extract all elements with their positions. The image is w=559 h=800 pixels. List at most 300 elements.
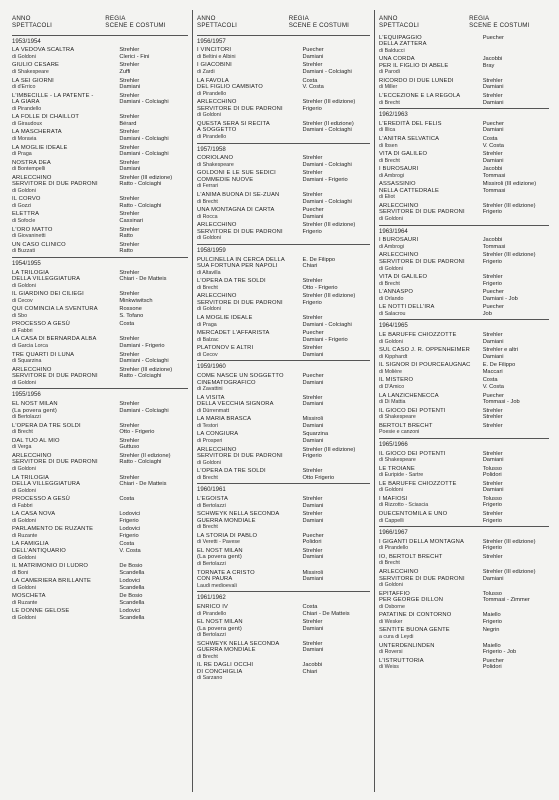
director-name: Puecher <box>482 304 504 311</box>
production-info <box>12 47 119 60</box>
season-year: 1961/1962 <box>197 594 226 602</box>
director-name: Jacobbi <box>482 56 503 63</box>
director-name: Strehler (III edizione) <box>302 222 356 229</box>
season-heading <box>197 483 370 494</box>
production-title: IL RE DAGLI OCCHI <box>197 662 254 669</box>
production-credits <box>119 175 188 195</box>
header-regia: REGIA <box>105 15 126 22</box>
production-title: PROCESSO A GESÙ <box>12 496 70 503</box>
designer-name: Frigerio <box>302 453 322 460</box>
production-title: PULCINELLA IN CERCA DELLA <box>197 256 285 263</box>
director-name: Tolusso <box>482 465 502 472</box>
director-name: Strehler <box>119 114 140 121</box>
production-entry <box>379 393 549 406</box>
production-info <box>379 658 483 671</box>
production-credits <box>303 641 370 661</box>
production-title: DAL TUO AL MIO <box>12 437 60 444</box>
production-info <box>379 569 483 589</box>
production-title: SCHWEYK NELLA SECONDA <box>197 640 280 647</box>
production-title: LA TRILOGIA <box>12 269 49 276</box>
production-title: I BUROSAURI <box>379 237 419 244</box>
designer-name: Damiani <box>482 338 504 345</box>
designer-name: Ratto <box>119 233 133 240</box>
production-title: COME NASCE UN SOGGETTO <box>197 373 284 380</box>
production-entry <box>197 293 370 313</box>
designer-name: Chiari - De Matteis <box>302 610 350 617</box>
production-entry <box>197 619 370 639</box>
production-entry <box>379 539 549 552</box>
production-title: ARLECCHINO <box>379 569 419 576</box>
production-info <box>197 395 303 415</box>
production-author: di Bontempelli <box>12 166 46 173</box>
production-author: di Pirandello <box>197 90 227 97</box>
production-title: SUL CASO J. R. OPPENHEIMER <box>379 347 470 354</box>
designer-name: Scandella <box>119 599 145 606</box>
production-entry <box>197 496 370 509</box>
production-title: GIULIO CESARE <box>12 62 60 69</box>
production-credits <box>303 192 370 205</box>
production-entry <box>197 373 370 393</box>
production-title: DELL'ANTIQUARIO <box>12 547 66 554</box>
director-name: Maiello <box>482 642 501 649</box>
production-info <box>379 612 483 625</box>
production-entry <box>379 569 549 589</box>
director-name: Puecher <box>482 657 504 664</box>
production-title: DUECENTOMILA E UNO <box>379 510 448 517</box>
production-title: IL MISTERO <box>379 377 414 384</box>
production-title: I BUROSAURI <box>379 166 419 173</box>
designer-name: Damiani - Colciaghi <box>302 161 352 168</box>
director-name: E. De Filippo <box>302 256 336 263</box>
production-entry <box>379 554 549 567</box>
production-info <box>12 242 119 255</box>
designer-name: Frigerio <box>482 209 502 216</box>
designer-name: Ratto - Colciaghi <box>119 181 162 188</box>
header-anno: ANNO <box>379 15 398 22</box>
production-entry <box>12 367 188 387</box>
production-info <box>12 211 119 224</box>
season-year: 1953/1954 <box>12 37 41 45</box>
production-credits <box>483 451 549 464</box>
production-info <box>197 641 303 661</box>
season-heading <box>12 35 188 46</box>
production-info <box>379 151 483 164</box>
director-name: Strehler <box>482 450 503 457</box>
production-author: di Sbo <box>12 312 28 319</box>
designer-name: Otto Frigerio <box>302 474 335 481</box>
production-info <box>12 291 119 304</box>
designer-name: Polidori <box>302 539 322 546</box>
production-entry <box>12 321 188 334</box>
designer-name: Frigerio <box>119 517 139 524</box>
production-author: di Sarzano <box>197 675 223 682</box>
production-credits <box>119 526 188 539</box>
designer-name: Frigerio <box>482 258 502 265</box>
director-name: Strehler (II edizione) <box>119 452 171 459</box>
director-name: Costa <box>119 496 135 503</box>
production-title: LE BARUFFE CHIOZZOTTE <box>379 332 457 339</box>
production-author: di Zardi <box>197 69 215 76</box>
production-info <box>197 533 303 546</box>
director-name: Strehler <box>119 92 140 99</box>
production-info <box>12 306 119 319</box>
production-info <box>197 192 303 205</box>
designer-name: Damiani <box>482 84 504 91</box>
production-title: DELLA VILLEGGIATURA <box>12 481 81 488</box>
production-title: ARLECCHINO <box>379 202 419 209</box>
director-name: Strehler <box>302 547 323 554</box>
production-credits <box>483 203 549 223</box>
production-credits <box>483 496 549 509</box>
designer-name: Frigerio <box>482 618 502 625</box>
production-info <box>379 481 483 494</box>
designer-name: Tommasi - Job <box>482 399 520 406</box>
designer-name: Damiani <box>482 487 504 494</box>
production-author: di Brecht <box>379 280 400 287</box>
director-name: Strehler <box>482 274 503 281</box>
designer-name: Damiani <box>302 379 324 386</box>
production-title: SERVITORE DI DUE PADRONI <box>12 181 98 188</box>
production-author: di Di Mattia <box>379 399 406 406</box>
designer-name: Damiani - Colciaghi <box>302 127 352 134</box>
production-entry <box>197 662 370 682</box>
director-name: Strehler e altri <box>482 347 519 354</box>
production-title: ARLECCHINO <box>12 174 52 181</box>
production-entry <box>12 306 188 319</box>
production-title: I VINCITORI <box>197 47 232 54</box>
production-info <box>12 496 119 509</box>
column-header <box>197 10 370 33</box>
production-title: ASSASSINIO <box>379 181 416 188</box>
production-info <box>379 56 483 76</box>
production-title: EL NOST MILAN <box>197 619 243 626</box>
production-title: TORNATE A CRISTO <box>197 569 255 576</box>
production-author: di Rizzotto - Sciascia <box>379 502 429 509</box>
production-credits <box>303 155 370 168</box>
production-author: di Moravia <box>12 135 37 142</box>
production-author: di Ferrari <box>197 183 219 190</box>
production-entry <box>12 78 188 91</box>
production-info <box>12 401 119 421</box>
production-credits <box>119 593 188 606</box>
designer-name: Scandella <box>119 614 145 621</box>
director-name: Strehler <box>302 468 323 475</box>
production-credits <box>483 35 549 55</box>
director-name: Strehler <box>119 211 140 218</box>
production-entry <box>197 47 370 60</box>
production-info <box>197 496 303 509</box>
production-info <box>197 548 303 568</box>
production-title: I MAFIOSI <box>379 495 408 502</box>
production-info <box>379 643 483 656</box>
production-credits <box>483 362 549 375</box>
production-title: GUERRA MONDIALE <box>197 647 256 654</box>
director-name: Puecher <box>482 120 504 127</box>
production-title: ARLECCHINO <box>379 252 419 259</box>
production-author: di Goldoni <box>379 582 403 589</box>
production-credits <box>303 416 370 429</box>
director-name: Strehler <box>302 62 323 69</box>
production-info <box>12 511 119 524</box>
production-info <box>12 563 119 576</box>
production-author: di Giraudoux <box>12 120 43 127</box>
production-title: LA MOGLIE IDEALE <box>197 315 253 322</box>
production-entry <box>379 362 549 375</box>
production-entry <box>12 336 188 349</box>
designer-name: V. Costa <box>119 547 141 554</box>
production-entry <box>379 289 549 302</box>
header-left <box>379 15 469 30</box>
production-entry <box>197 257 370 277</box>
production-info <box>197 373 303 393</box>
designer-name: Damiani - Colciaghi <box>119 358 169 365</box>
season-heading <box>379 108 549 119</box>
designer-name: Damiani <box>119 166 141 173</box>
director-name: Strehler <box>119 291 140 298</box>
designer-name: Tommasi <box>482 172 506 179</box>
production-author: di Goldoni <box>12 53 36 60</box>
production-credits <box>303 468 370 481</box>
director-name: Puecher <box>302 532 324 539</box>
production-author: di Brecht <box>197 198 218 205</box>
production-author: di Pirandello <box>379 545 409 552</box>
production-title: RICORDO DI DUE LUNEDI <box>379 77 454 84</box>
production-title: SUA FORTUNA PER NAPOLI <box>197 263 278 270</box>
designer-name: Otto - Frigerio <box>119 429 155 436</box>
designer-name: Ratto - Colciaghi <box>119 202 162 209</box>
production-credits <box>119 306 188 319</box>
production-credits <box>483 237 549 250</box>
season-year: 1957/1958 <box>197 145 226 153</box>
production-author: di Goldoni <box>12 465 36 472</box>
director-name: Strehler <box>119 422 140 429</box>
header-anno: ANNO <box>12 15 31 22</box>
production-entry <box>379 136 549 149</box>
director-name: E. De Filippo <box>482 362 516 369</box>
designer-name: Damiani <box>302 422 324 429</box>
director-name: Strehler <box>302 619 323 626</box>
designer-name: Damiani <box>302 625 324 632</box>
designer-name: V. Costa <box>482 383 504 390</box>
production-entry <box>12 453 188 473</box>
designer-name: Damiani <box>302 401 324 408</box>
production-title: TRE QUARTI DI LUNA <box>12 351 75 358</box>
production-title: CINEMATOGRAFICO <box>197 379 256 386</box>
designer-name: V. Costa <box>482 142 504 149</box>
production-entry <box>197 315 370 328</box>
production-entry <box>379 423 549 436</box>
production-entry <box>379 466 549 479</box>
production-author: di Praga <box>197 321 217 328</box>
production-info <box>197 155 303 168</box>
production-author: di Veretti - Pavese <box>197 539 240 546</box>
production-author: di Zavattini <box>197 386 223 393</box>
production-credits <box>483 93 549 106</box>
production-credits <box>119 541 188 561</box>
production-entry <box>197 641 370 661</box>
director-name: Strehler <box>482 151 503 158</box>
production-info <box>197 170 303 190</box>
production-info <box>197 207 303 220</box>
production-title: GUERRA MONDIALE <box>197 517 256 524</box>
header-scene: SCENE E COSTUMI <box>105 22 166 30</box>
designer-name: Frigerio <box>482 545 502 552</box>
director-name: Strehler <box>302 496 323 503</box>
designer-name: V. Costa <box>302 84 324 91</box>
designer-name: S. Tofano <box>119 312 144 319</box>
production-title: A SOGGETTO <box>197 127 237 134</box>
production-info <box>197 570 303 590</box>
director-name: Strehler <box>302 170 323 177</box>
production-entry <box>197 207 370 220</box>
production-entry <box>379 496 549 509</box>
production-credits <box>483 466 549 479</box>
production-info <box>12 453 119 473</box>
director-name: Lodovici <box>119 511 141 518</box>
production-credits <box>303 548 370 568</box>
production-title: ELETTRA <box>12 211 40 218</box>
production-info <box>12 423 119 436</box>
production-entry <box>197 121 370 141</box>
production-entry <box>379 78 549 91</box>
designer-name: Damiani - Frigerio <box>302 336 348 343</box>
production-title: IL GIARDINO DEI CILIEGI <box>12 291 84 298</box>
production-info <box>379 362 483 375</box>
director-name: Strehler <box>119 77 140 84</box>
production-entry <box>197 395 370 415</box>
director-name: Strehler <box>302 345 323 352</box>
production-entry <box>12 352 188 365</box>
production-credits <box>119 145 188 158</box>
production-author: di Pirandello <box>197 133 227 140</box>
production-entry <box>379 377 549 390</box>
designer-name: Strehler <box>482 414 503 421</box>
director-name: Puecher <box>482 289 504 296</box>
director-name: Lodovici <box>119 578 141 585</box>
production-entry <box>379 203 549 223</box>
production-title: VITA DI GALILEO <box>379 151 428 158</box>
production-title: GOLDONI E LE SUE SEDICI <box>197 170 276 177</box>
production-credits <box>119 160 188 173</box>
production-title: L'ISTRUTTORIA <box>379 657 424 664</box>
production-author: di Beltini e Albini <box>197 53 236 60</box>
season-year: 1962/1963 <box>379 111 408 119</box>
production-credits <box>303 62 370 75</box>
production-title: IO, BERTOLT BRECHT <box>379 553 443 560</box>
director-name: Strehler <box>119 401 140 408</box>
production-author: di Buzzati <box>12 248 35 255</box>
production-author: di Miller <box>379 84 398 91</box>
production-credits <box>483 252 549 272</box>
production-credits <box>483 377 549 390</box>
production-info <box>379 304 483 317</box>
production-author: di Goldoni <box>379 265 403 272</box>
director-name: Strehler <box>482 480 503 487</box>
designer-name: Frigerio <box>482 517 502 524</box>
production-author: di Shakespeare <box>197 161 234 168</box>
director-name: Strehler <box>119 437 140 444</box>
production-info <box>12 196 119 209</box>
director-name: De Bosio <box>119 593 143 600</box>
production-title: ARLECCHINO <box>12 366 52 373</box>
production-title: LA CONGIURA <box>197 431 239 438</box>
production-info <box>379 377 483 390</box>
production-entry <box>379 274 549 287</box>
production-title: LE DONNE GELOSE <box>12 608 70 615</box>
production-credits <box>483 181 549 201</box>
production-title: QUESTA SERA SI RECITA <box>197 120 270 127</box>
production-info <box>197 604 303 617</box>
production-entry <box>197 447 370 467</box>
production-author: di Brecht <box>197 524 218 531</box>
production-credits <box>483 78 549 91</box>
header-left <box>197 15 289 30</box>
director-name: Lodovici <box>119 608 141 615</box>
production-info <box>197 416 303 429</box>
production-author: di Goldoni <box>12 517 36 524</box>
production-credits <box>483 643 549 656</box>
production-author: di D'Amico <box>379 383 405 390</box>
season-heading <box>379 225 549 236</box>
production-author: di Pirandello <box>12 105 42 112</box>
production-entry <box>12 511 188 524</box>
production-title: IL GIOCO DEI POTENTI <box>379 450 446 457</box>
director-name: Costa <box>302 604 318 611</box>
production-author: a cura di Leydi <box>379 633 414 640</box>
production-info <box>379 136 483 149</box>
production-author: di Shakespeare <box>379 457 416 464</box>
production-author: di Molière <box>379 368 402 375</box>
production-title: MERCADET L'AFFARISTA <box>197 330 270 337</box>
director-name: Tolusso <box>482 495 502 502</box>
production-author: di Roversi <box>379 649 403 656</box>
production-title: LE BARUFFE CHIOZZOTTE <box>379 480 457 487</box>
production-credits <box>483 121 549 134</box>
production-author: di Orlando <box>379 295 404 302</box>
director-name: Strehler <box>119 474 140 481</box>
production-credits <box>119 475 188 495</box>
production-author: di Goldoni <box>197 235 221 242</box>
designer-name: Frigerio <box>302 105 322 112</box>
production-info <box>12 367 119 387</box>
director-name: Strehler <box>119 129 140 136</box>
production-title: L'ECCEZIONE E LA REGOLA <box>379 92 461 99</box>
production-credits <box>303 345 370 358</box>
production-author: Laudi medioevali <box>197 582 237 589</box>
production-title: BERTOLT BRECHT <box>379 422 433 429</box>
designer-name: Damiani <box>302 647 324 654</box>
production-info <box>379 35 483 55</box>
director-name: Puecher <box>482 392 504 399</box>
production-title: COMMEDIE NUOVE <box>197 176 254 183</box>
header-right <box>105 15 188 30</box>
production-author: di Balzac <box>197 336 219 343</box>
designer-name: Damiani <box>119 84 141 91</box>
production-credits <box>303 257 370 277</box>
production-credits <box>303 121 370 141</box>
production-title: (La povera gent) <box>12 407 57 414</box>
production-entry <box>379 347 549 360</box>
production-info <box>379 539 483 552</box>
director-name: Strehler (III edizione) <box>482 202 536 209</box>
production-credits <box>119 270 188 290</box>
production-credits <box>119 563 188 576</box>
production-credits <box>303 447 370 467</box>
production-entry <box>197 62 370 75</box>
director-name: Strehler <box>302 315 323 322</box>
production-info <box>379 408 483 421</box>
production-info <box>379 121 483 134</box>
